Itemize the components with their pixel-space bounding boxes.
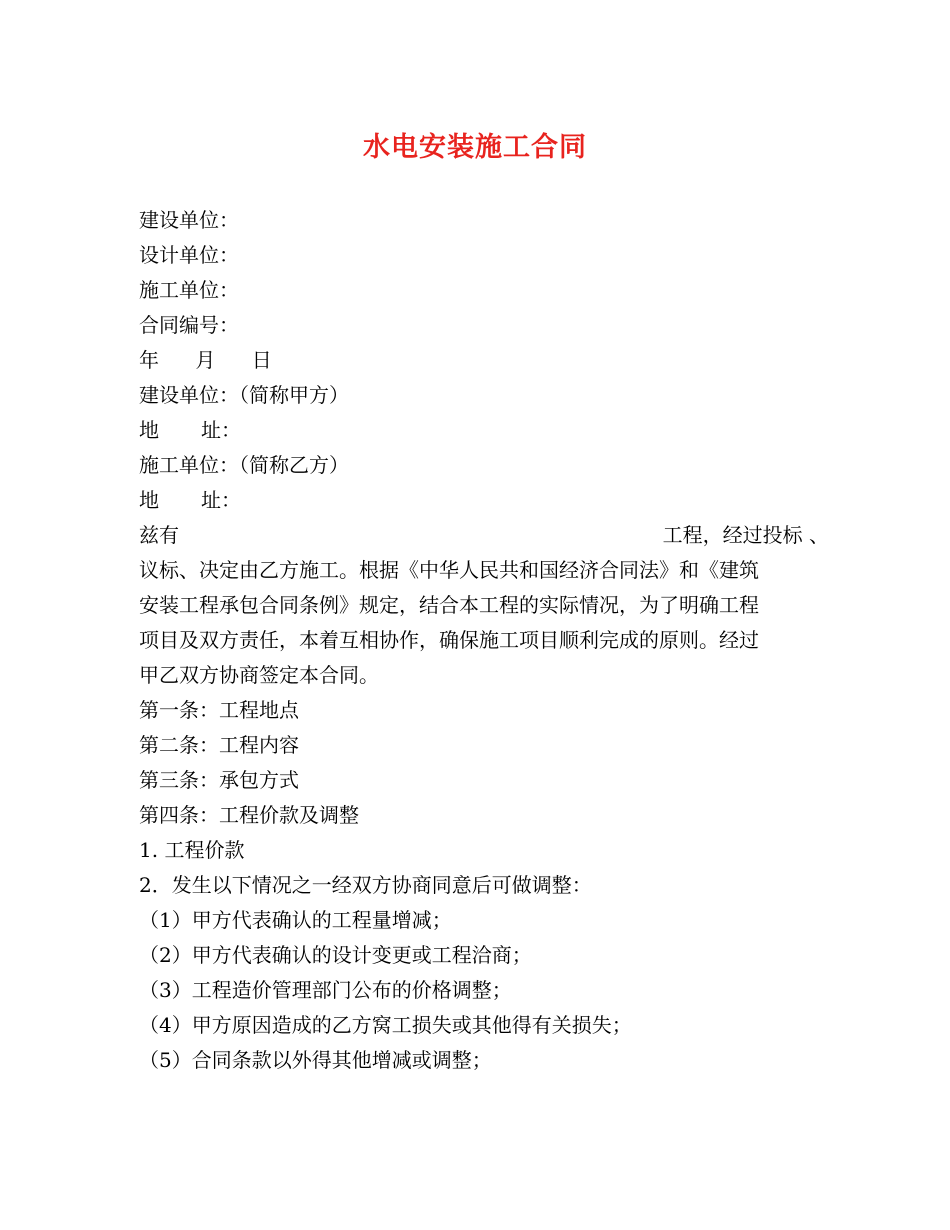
address-label-char-1: 地 xyxy=(139,418,159,442)
sub-item-4: （4）甲方原因造成的乙方窝工损失或其他得有关损失； xyxy=(139,1013,632,1037)
date-line xyxy=(139,343,829,378)
date-day: 日 xyxy=(251,348,272,372)
address-label-char-1: 地 xyxy=(139,488,159,512)
party-a-address xyxy=(139,413,829,448)
sub-item-5: （5）合同条款以外得其他增减或调整； xyxy=(139,1048,492,1072)
preamble-first-line xyxy=(139,518,829,553)
sub-item-2: （2）甲方代表确认的设计变更或工程洽商； xyxy=(139,943,532,967)
preamble-line: 项目及双方责任，本着互相协作，确保施工项目顺利完成的原则。经过 xyxy=(139,628,759,652)
preamble-line: 甲乙双方协商签定本合同。 xyxy=(139,663,379,687)
party-a-line: 建设单位：（简称甲方） xyxy=(139,383,349,407)
header-field-construction-unit: 建设单位： xyxy=(139,208,239,232)
article-4: 第四条：工程价款及调整 xyxy=(139,803,359,827)
document-title: 水电安装施工合同 xyxy=(363,132,587,163)
header-field-contract-number: 合同编号： xyxy=(139,313,239,337)
address-label-char-2: 址： xyxy=(201,418,241,442)
preamble-line: 安装工程承包合同条例》规定，结合本工程的实际情况，为了明确工程 xyxy=(139,593,759,617)
header-field-builder-unit: 施工单位： xyxy=(139,278,239,302)
numbered-item-2: 2．发生以下情况之一经双方协商同意后可做调整： xyxy=(139,873,592,897)
document-body xyxy=(139,203,829,1078)
article-3: 第三条：承包方式 xyxy=(139,768,299,792)
preamble-line: 议标、决定由乙方施工。根据《中华人民共和国经济合同法》和《建筑 xyxy=(139,558,759,582)
party-b-line: 施工单位：（简称乙方） xyxy=(139,453,349,477)
sub-item-3: （3）工程造价管理部门公布的价格调整； xyxy=(139,978,512,1002)
address-label-char-2: 址： xyxy=(201,488,241,512)
preamble-start: 兹有 xyxy=(139,523,179,547)
date-year: 年 xyxy=(139,348,159,372)
article-2: 第二条：工程内容 xyxy=(139,733,299,757)
sub-item-1: （1）甲方代表确认的工程量增减； xyxy=(139,908,452,932)
preamble-end: 工程，经过投标 、 xyxy=(662,523,829,547)
numbered-item-1: 1. 工程价款 xyxy=(139,838,245,862)
date-month: 月 xyxy=(195,348,216,372)
party-b-address xyxy=(139,483,829,518)
header-field-design-unit: 设计单位： xyxy=(139,243,239,267)
article-1: 第一条：工程地点 xyxy=(139,698,299,722)
